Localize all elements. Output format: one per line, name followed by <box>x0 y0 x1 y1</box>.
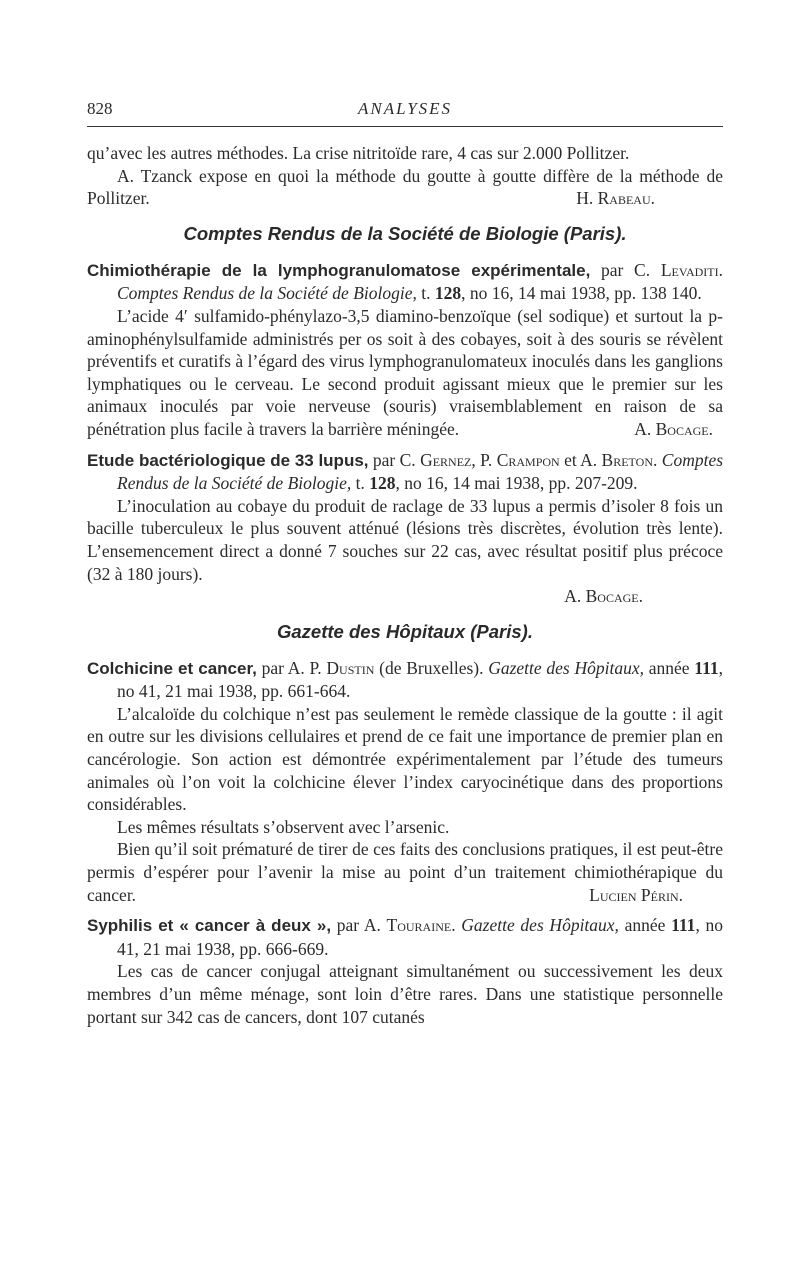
section-title: Comptes Rendus de la Société de Biologie (Paris). <box>183 222 627 244</box>
article-citation <box>87 657 723 703</box>
author: Crampon <box>496 449 560 470</box>
journal-name: Gazette des Hôpitaux, <box>488 657 644 678</box>
authors-suffix: (de Bruxelles). <box>374 657 489 678</box>
body-text: L’acide 4′ sulfamido-phénylazo-3,5 diamino-benzoïque (sel sodique) et surtout la p-aminophénylsulfamide administrés per os soit à des cobayes, soit à des souris se révèlent préventifs et curatifs à l’égard des virus lymphogranulomateux inoculés dans les ganglions lymphatiques ou le cerveau. Le second produit agissant mieux que le premier sur les animaux inoculés par voie nerveuse (souris) vraisemblablement en raison de sa pénétration plus facile à travers la barrière méningée. <box>87 305 723 439</box>
article-body: L’inoculation au cobaye du produit de raclage de 33 lupus a permis d’isoler 8 fois un bacille tuberculeux le plus souvent atténué (lésions très discrètes, évolution très lente). L’ensemencement direct a donné 7 souches sur 22 cas, avec résultat positif plus précoce (32 à 180 jours). <box>87 495 723 584</box>
running-title: ANALYSES <box>357 99 453 118</box>
signature: Lucien Périn. <box>589 884 683 905</box>
tome-prefix: t. <box>416 283 435 304</box>
ref-prefix: année <box>644 657 695 678</box>
paragraph <box>87 165 723 210</box>
author: Gernez <box>420 449 472 470</box>
ref-prefix: année <box>618 915 672 936</box>
authors-prefix: par A. P. <box>256 657 327 678</box>
authors-suffix: . <box>451 915 462 936</box>
volume: 111 <box>671 915 696 936</box>
article-citation <box>87 449 723 495</box>
header-rule <box>87 126 723 127</box>
author: Breton <box>601 449 653 470</box>
volume: 128 <box>369 473 396 494</box>
tome-prefix: t. <box>351 473 370 494</box>
reference: , no 41, 21 mai 1938, pp. 666-669. <box>117 915 723 959</box>
author: Levaditi <box>660 259 719 280</box>
author: Dustin <box>326 657 375 678</box>
author-separator: , P. <box>471 449 497 470</box>
authors-prefix: par A. <box>331 915 387 936</box>
section-title: Gazette des Hôpitaux (Paris). <box>277 620 533 642</box>
continued-paragraph: qu’avec les autres méthodes. La crise nitritoïde rare, 4 cas sur 2.000 Pollitzer. <box>87 143 630 163</box>
author: Touraine <box>386 915 452 936</box>
reference: , no 41, 21 mai 1938, pp. 661-664. <box>117 657 723 702</box>
body-text: Bien qu’il soit prématuré de tirer de ces faits des conclusions pratiques, il est peut-être permis d’espérer pour l’avenir la mise au point d’un traitement chimiothérapique du cancer. <box>87 839 723 905</box>
article-title: Syphilis et « cancer à deux », <box>87 916 332 936</box>
signature: H. Rabeau. <box>576 188 655 209</box>
article-body: Les mêmes résultats s’observent avec l’arsenic. <box>117 816 450 837</box>
authors-prefix: par C. <box>590 259 661 280</box>
page-content <box>87 142 723 1028</box>
signature: A. Bocage. <box>634 418 713 439</box>
journal-name: Gazette des Hôpitaux, <box>461 915 619 936</box>
article-citation <box>87 914 723 960</box>
signature: A. Bocage. <box>564 586 643 607</box>
article-body <box>87 838 723 906</box>
article-body: Les cas de cancer conjugal atteignant simultanément ou successivement les deux membres d’un même ménage, sont loin d’être rares. Dans une statistique personnelle portant sur 342 cas de cancers, dont 107 cutanés <box>87 961 723 1027</box>
authors-suffix: . <box>718 259 723 280</box>
volume: 111 <box>694 657 719 678</box>
journal-name: Comptes Rendus de la Société de Biologie, <box>117 283 417 304</box>
journal-name: Comptes Rendus de la Société de Biologie, <box>117 449 724 494</box>
article-body <box>87 305 723 441</box>
spacer <box>87 441 723 449</box>
authors-suffix: . <box>653 449 658 470</box>
article-title: Chimiothérapie de la lymphogranulomatose expérimentale, <box>87 260 591 280</box>
author-separator: et A. <box>559 449 602 470</box>
reference: , no 16, 14 mai 1938, pp. 138 140. <box>461 283 702 304</box>
article-title: Colchicine et cancer, <box>87 658 257 678</box>
page-header <box>87 99 723 125</box>
paragraph-text: A. Tzanck expose en quoi la méthode du goutte à goutte diffère de la méthode de Pollitzer. <box>87 165 723 209</box>
page-number: 828 <box>87 99 113 118</box>
volume: 128 <box>434 283 462 304</box>
signature-line <box>87 585 723 608</box>
reference: , no 16, 14 mai 1938, pp. 207-209. <box>395 473 638 494</box>
article-body: L’alcaloïde du colchique n’est pas seulement le remède classique de la goutte : il agit en outre sur les divisions cellulaires et prend de ce fait une importance de premier plan en cancérologie. Son action est démontrée expérimentalement par l’étude des tumeurs animales où l’on voit la colchicine élever l’index caryocinétique dans des proportions considérables. <box>87 703 723 815</box>
article-title: Etude bactériologique de 33 lupus, <box>87 450 369 470</box>
authors-prefix: par C. <box>368 449 421 470</box>
spacer <box>87 906 723 914</box>
article-citation <box>87 259 723 305</box>
